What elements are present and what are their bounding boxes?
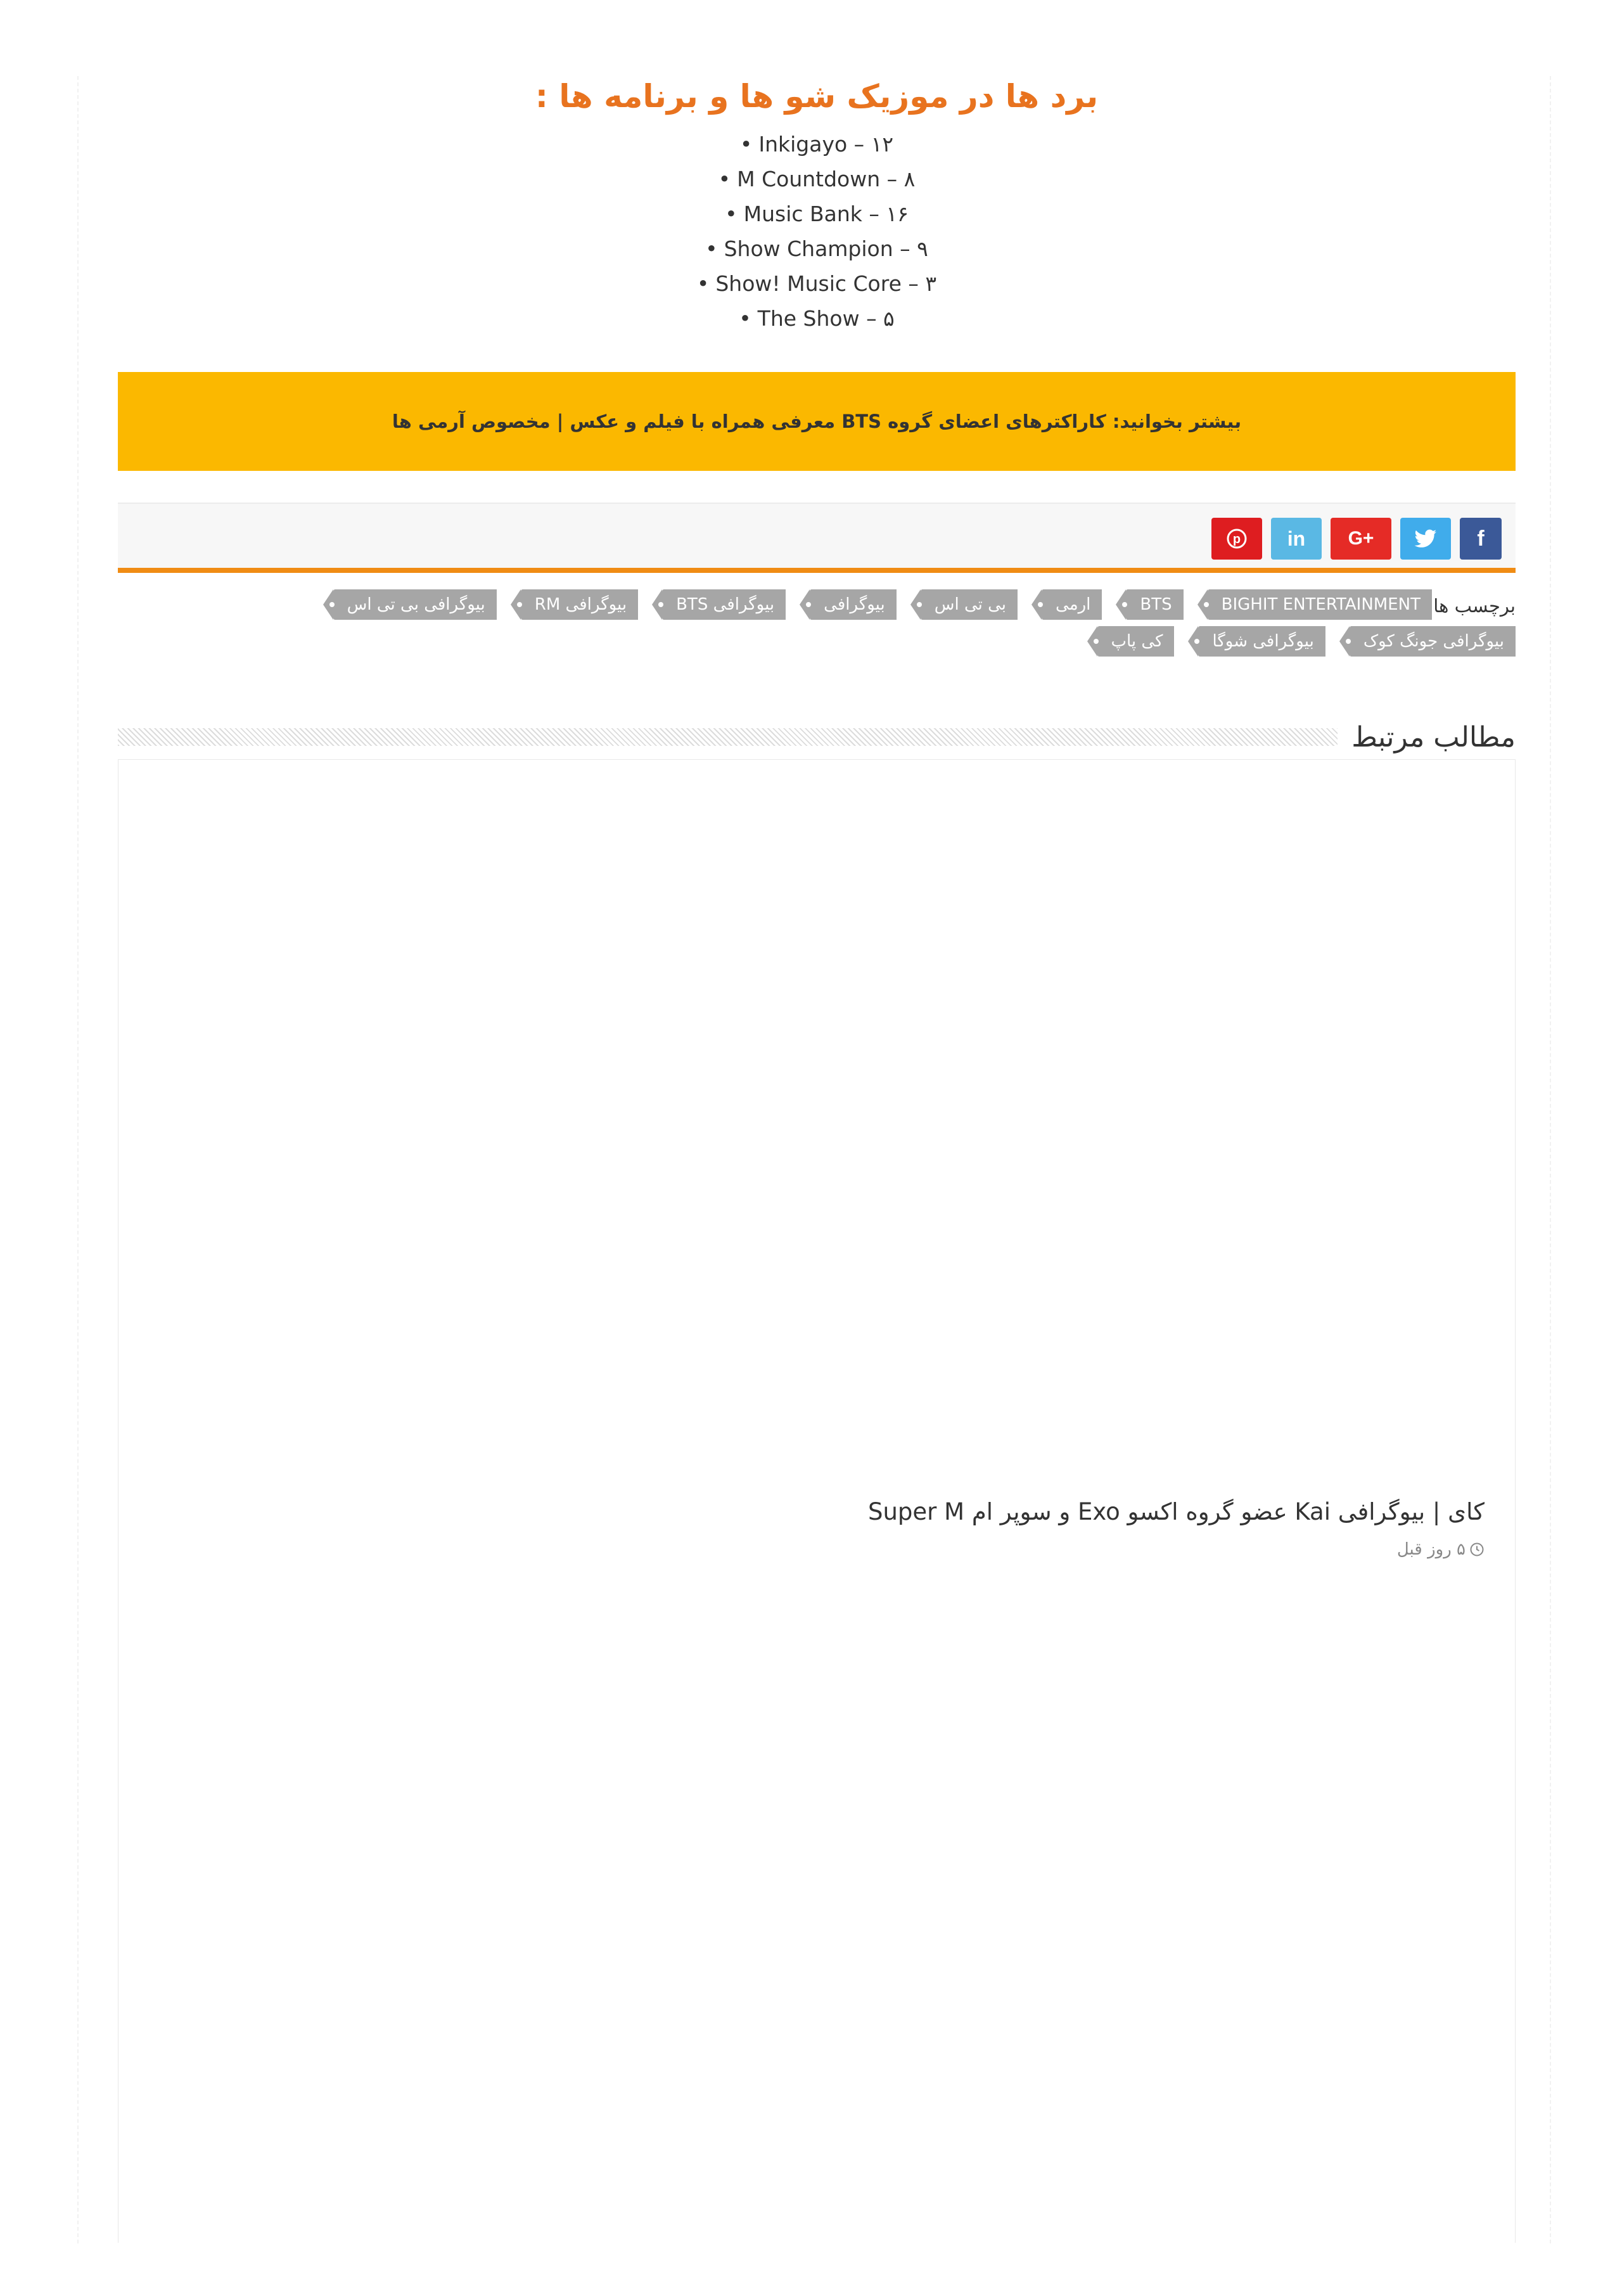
read-more-link[interactable]: بیشتر بخوانید: کاراکترهای اعضای گروه BTS معرفی همراه با فیلم و عکس | مخصوص آرمی ها [118,372,1516,471]
content-guide-left [77,76,79,2243]
tag-item[interactable]: بیوگرافی جونگ کوک [1350,626,1516,657]
tag-item[interactable]: بی تی اس [921,589,1018,620]
music-show-wins-title: برد ها در موزیک شو ها و برنامه ها : [535,78,1099,115]
tag-item[interactable]: BTS [1126,589,1183,620]
twitter-icon[interactable] [1400,518,1451,560]
related-post-date [1397,1537,1485,1562]
tags-list [185,589,1516,659]
list-item: • The Show – ۵ [739,306,895,331]
linkedin-icon[interactable]: in [1271,518,1322,560]
tag-item[interactable]: بیوگرافی بی تی اس [333,589,497,620]
share-divider [118,568,1516,573]
tag-item[interactable]: کی پاپ [1097,626,1175,657]
clock-icon [1469,1542,1485,1557]
share-bar [118,503,1516,569]
list-item: • M Countdown – ۸ [718,167,916,191]
list-item: • Show! Music Core – ۳ [696,271,937,296]
content-guide-right [1550,76,1551,2243]
related-posts-box [118,759,1516,2243]
tag-item[interactable]: BIGHIT ENTERTAINMENT [1208,589,1432,620]
related-posts-title: مطالب مرتبط [1351,721,1516,754]
list-item: • Music Bank – ۱۶ [725,202,909,226]
svg-text:p: p [1232,532,1241,546]
related-post-title[interactable]: کای | بیوگرافی Kai عضو گروه اکسو Exo و سوپر ام Super M [867,1498,1485,1525]
list-item: • Inkigayo – ۱۲ [739,132,894,157]
music-show-wins-list [118,127,1516,336]
related-post-date-text: ۵ روز قبل [1396,1540,1466,1559]
tag-item[interactable]: بیوگرافی [810,589,897,620]
related-posts-stripes [118,728,1338,746]
tag-item[interactable]: بیوگرافی شوگا [1198,626,1325,657]
list-item: • Show Champion – ۹ [705,236,928,261]
tag-item[interactable]: بیوگرافی BTS [662,589,786,620]
tag-item[interactable]: بیوگرافی RM [521,589,638,620]
related-posts-header [118,715,1516,759]
google-plus-icon[interactable]: G+ [1331,518,1391,560]
tag-item[interactable]: ارمی [1042,589,1102,620]
facebook-icon[interactable]: f [1460,518,1502,560]
tags-label: برچسب ها [1433,595,1516,617]
share-buttons [1211,518,1502,560]
pinterest-icon[interactable] [1211,518,1262,560]
